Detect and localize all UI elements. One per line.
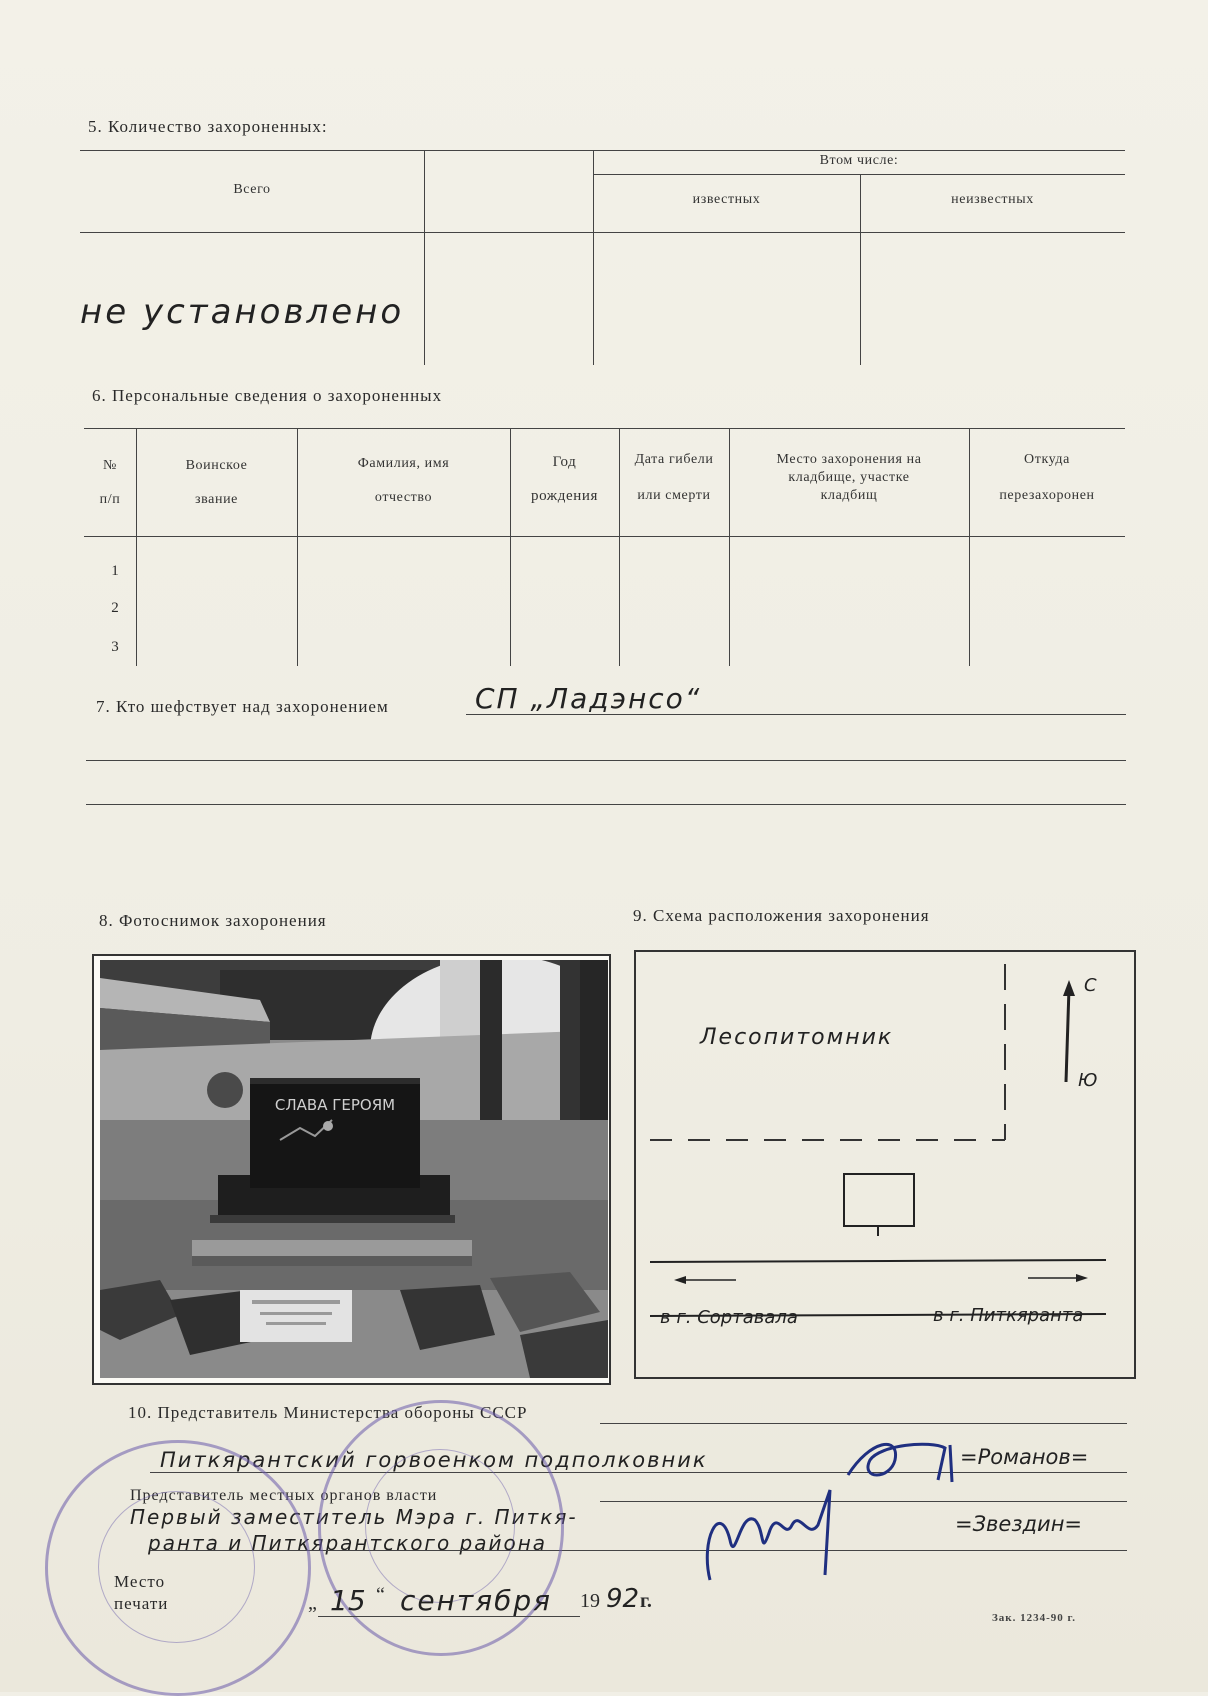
date-month: сентября bbox=[400, 1584, 552, 1617]
header-rank-line2: звание bbox=[195, 492, 238, 507]
table5-header-border bbox=[80, 232, 1125, 233]
col-including-header: Втом числе: bbox=[819, 153, 899, 168]
mod-rep-line bbox=[600, 1423, 1127, 1424]
date-quote-open: „ bbox=[308, 1592, 317, 1614]
local-rep-name: =Звездин= bbox=[955, 1512, 1083, 1536]
section9-title: 9. Схема расположения захоронения bbox=[633, 906, 930, 925]
official-stamp-left bbox=[45, 1440, 311, 1696]
date-year-prefix: 19 bbox=[580, 1590, 600, 1612]
local-rep-signature bbox=[700, 1480, 850, 1590]
date-day: 15 bbox=[330, 1584, 366, 1617]
right-road-label: в г. Питкяранта bbox=[933, 1305, 1084, 1326]
table-row-number: 2 bbox=[111, 600, 119, 616]
table5-col-divider bbox=[424, 150, 425, 365]
grave-photo bbox=[100, 960, 608, 1378]
header-death-line1: Дата гибели bbox=[634, 452, 714, 467]
south-label: Ю bbox=[1078, 1070, 1098, 1091]
table5-top-border bbox=[80, 150, 1125, 151]
mod-rep-name: =Романов= bbox=[960, 1445, 1089, 1469]
official-stamp-right bbox=[318, 1400, 564, 1656]
header-place-line1: Место захоронения на bbox=[776, 452, 922, 467]
header-place-line3: кладбищ bbox=[820, 488, 878, 503]
col-unknown-header: неизвестных bbox=[951, 192, 1034, 207]
left-road-label: в г. Сортавала bbox=[660, 1307, 798, 1328]
mod-rep-signature bbox=[840, 1430, 970, 1490]
header-num-line1: № bbox=[103, 458, 117, 473]
date-line bbox=[318, 1616, 580, 1617]
forest-nursery-label: Лесопитомник bbox=[700, 1025, 894, 1050]
section5-title: 5. Количество захороненных: bbox=[88, 117, 328, 136]
section8-title: 8. Фотоснимок захоронения bbox=[99, 911, 327, 930]
date-year-suffix: 92 bbox=[606, 1584, 640, 1614]
print-order-note: Зак. 1234-90 г. bbox=[992, 1612, 1077, 1624]
north-label: С bbox=[1084, 975, 1097, 996]
patron-value: СП „Ладэнсо“ bbox=[475, 682, 702, 715]
header-name-line2: отчество bbox=[374, 490, 433, 505]
header-death-line2: или смерти bbox=[637, 488, 711, 503]
table5-including-border bbox=[593, 174, 1125, 175]
blank-line bbox=[86, 804, 1126, 805]
col-total-header: Всего bbox=[233, 182, 271, 197]
table5-col-divider bbox=[593, 150, 594, 365]
patron-line bbox=[466, 714, 1126, 715]
header-year-line2: рождения bbox=[530, 488, 599, 504]
seal-place-label-line1: Место bbox=[114, 1572, 166, 1591]
header-from-line1: Откуда bbox=[1024, 452, 1070, 467]
mod-rep-sign-line bbox=[150, 1472, 1127, 1473]
header-num-line2: п/п bbox=[99, 492, 121, 507]
local-authority-title: Представитель местных органов власти bbox=[130, 1487, 438, 1504]
section7-title: 7. Кто шефствует над захоронением bbox=[96, 697, 389, 716]
monument-inscription: СЛАВА ГЕРОЯМ bbox=[274, 1096, 396, 1114]
header-place-line2: кладбище, участке bbox=[788, 470, 910, 485]
date-quote-close: “ bbox=[376, 1584, 385, 1606]
local-rep-line bbox=[600, 1501, 1127, 1502]
header-rank-line1: Воинское bbox=[185, 458, 248, 473]
header-name-line1: Фамилия, имя bbox=[357, 456, 450, 471]
mod-rep-text: Питкярантский горвоенком подполковник bbox=[160, 1448, 708, 1472]
section10-title: 10. Представитель Министерства обороны СССР bbox=[128, 1403, 528, 1422]
table-row-number: 3 bbox=[111, 639, 119, 655]
header-year-line1: Год bbox=[552, 454, 577, 470]
date-year-g: г. bbox=[640, 1590, 652, 1612]
header-from-line2: перезахоронен bbox=[999, 488, 1095, 503]
seal-place-label-line2: печати bbox=[114, 1594, 169, 1613]
col-known-header: известных bbox=[692, 192, 761, 207]
total-buried-value: не установлено bbox=[80, 292, 405, 332]
local-rep-line1: Первый заместитель Мэра г. Питкя- bbox=[130, 1505, 578, 1529]
local-rep-line2: ранта и Питкярантского района bbox=[148, 1531, 548, 1555]
table-row-number: 1 bbox=[111, 563, 119, 579]
blank-line bbox=[86, 760, 1126, 761]
section6-title: 6. Персональные сведения о захороненных bbox=[92, 386, 443, 405]
